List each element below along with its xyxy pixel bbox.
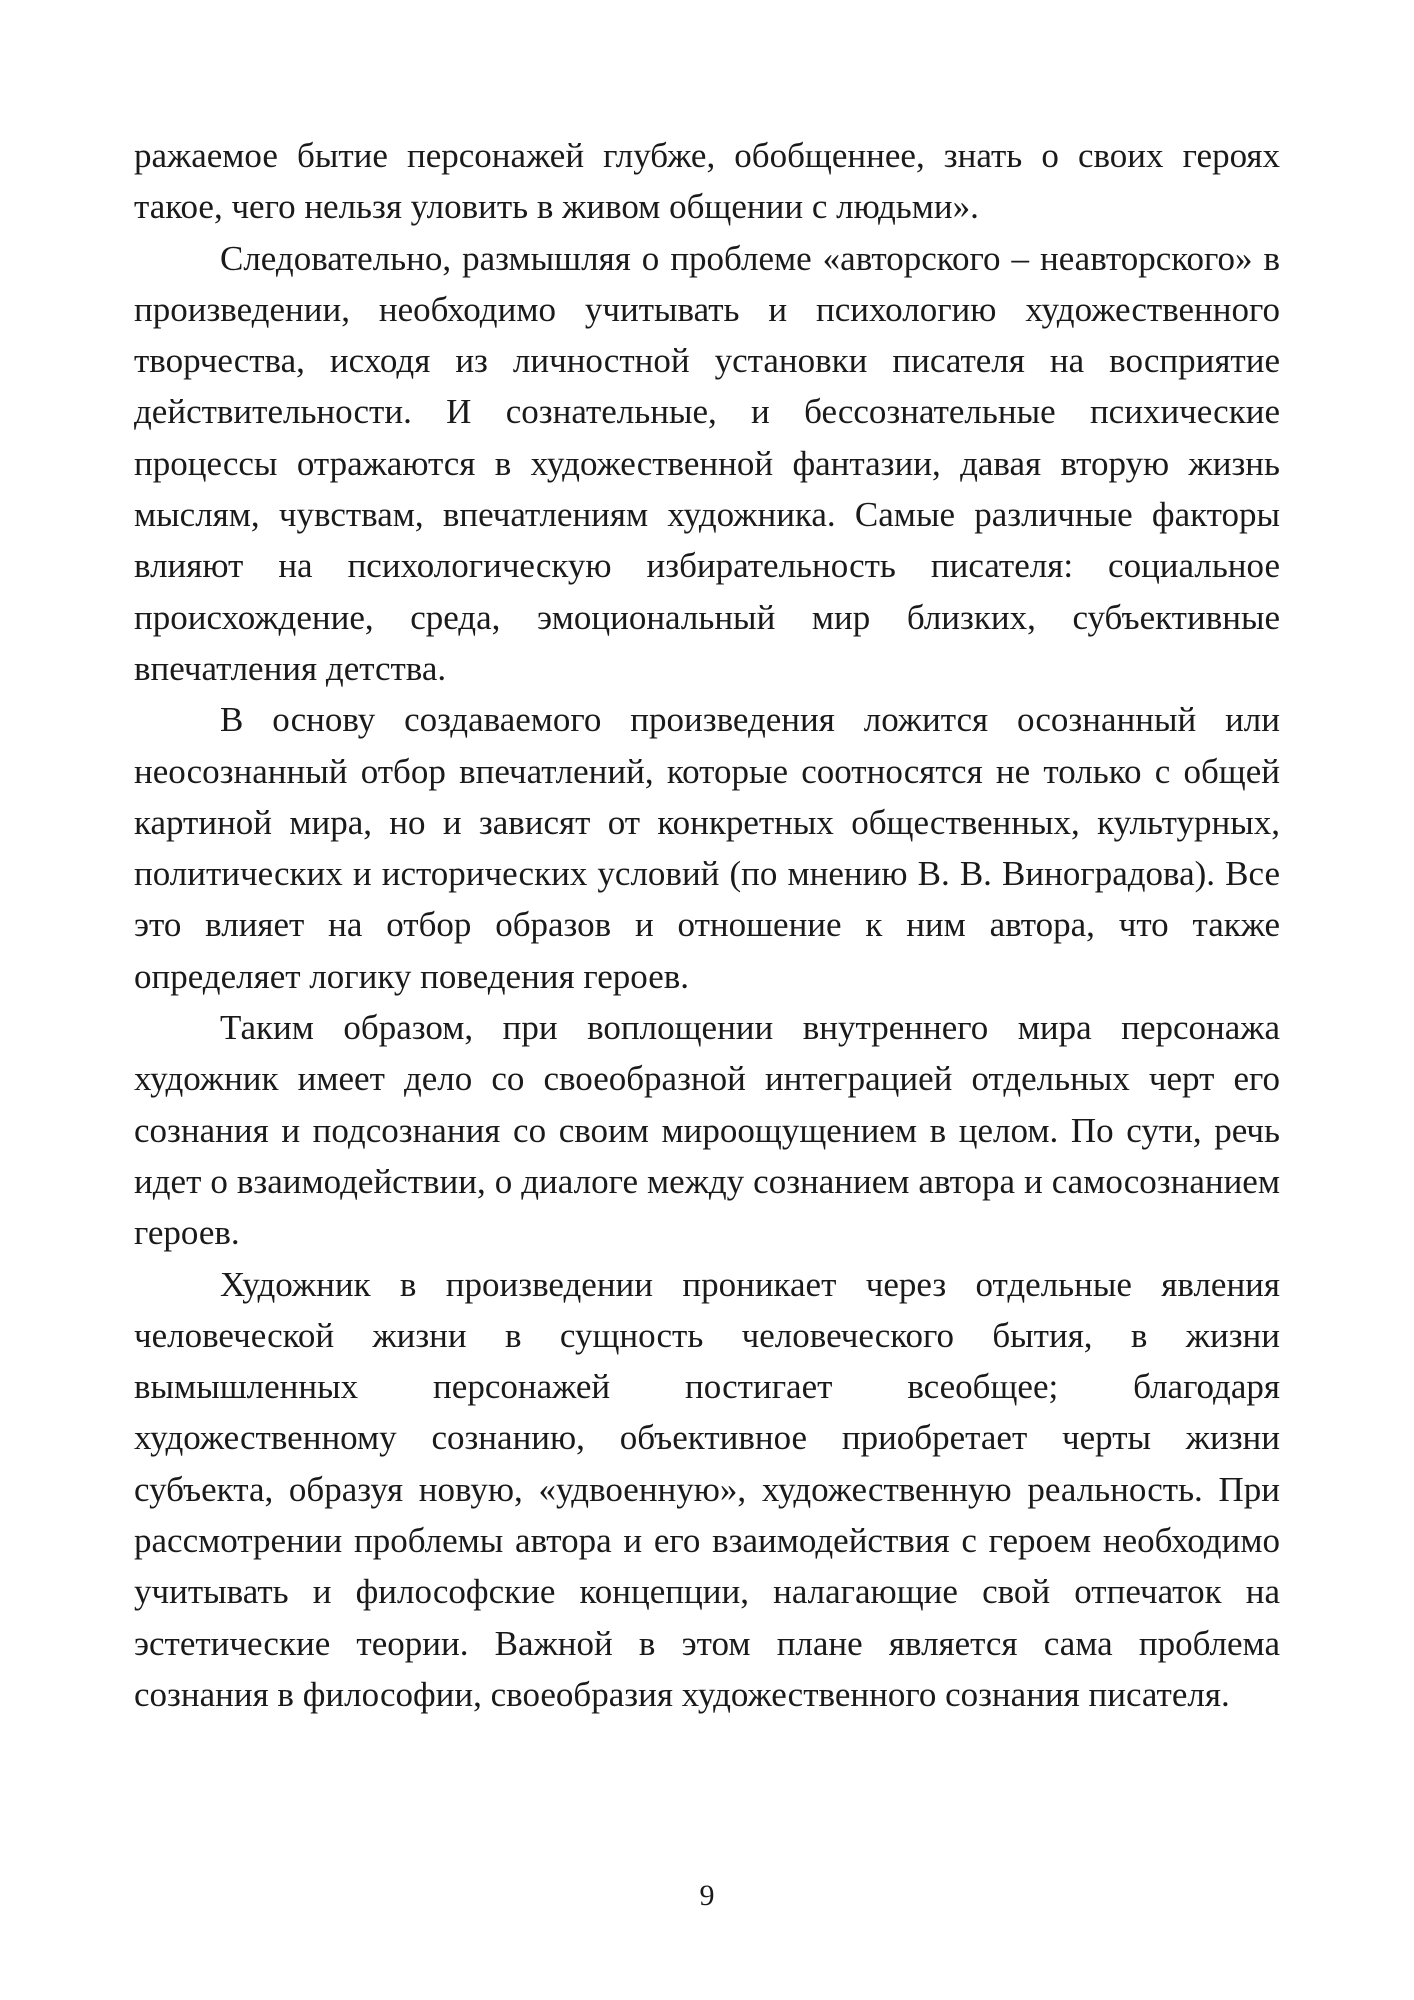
paragraph: В основу создаваемого произведения ложится осознанный или неосознанный отбор впечатлений, которые соотносятся не только с общей картиной мира, но и зависят от конкретных общественных, культурных, политических и исторических условий (по мнению В. В. Виноградова). Все это влияет на отбор образов и отношение к ним автора, что также определяет логику поведения героев. — [134, 700, 1280, 996]
body-text — [134, 130, 1280, 1720]
page-number: 9 — [699, 1879, 715, 1912]
paragraph-continuation: ражаемое бытие персонажей глубже, обобщеннее, знать о своих героях такое, чего нельзя уловить в живом общении с людьми». — [134, 136, 1280, 227]
paragraph: Художник в произведении проникает через отдельные явления человеческой жизни в сущность человеческого бытия, в жизни вымышленных персонажей постигает всеобщее; благодаря художественному сознанию, объективное приобретает черты жизни субъекта, образуя новую, «удвоенную», художественную реальность. При рассмотрении проблемы автора и его взаимодействия с героем необходимо учитывать и философские концепции, налагающие свой отпечаток на эстетические теории. Важной в этом плане является сама проблема сознания в философии, своеобразия художественного сознания писателя. — [134, 1264, 1280, 1714]
paragraph: Следовательно, размышляя о проблеме «авторского – неавторского» в произведении, необходимо учитывать и психологию художественного творчества, исходя из личностной установки писателя на восприятие действительности. И сознательные, и бессознательные психические процессы отражаются в художественной фантазии, давая вторую жизнь мыслям, чувствам, впечатлениям художника. Самые различные факторы влияют на психологическую избирательность писателя: социальное происхождение, среда, эмоциональный мир близких, субъективные впечатления детства. — [134, 238, 1280, 688]
paragraph: Таким образом, при воплощении внутреннего мира персонажа художник имеет дело со своеобразной интеграцией отдельных черт его сознания и подсознания со своим мироощущением в целом. По сути, речь идет о взаимодействии, о диалоге между сознанием автора и самосознанием героев. — [134, 1008, 1280, 1253]
